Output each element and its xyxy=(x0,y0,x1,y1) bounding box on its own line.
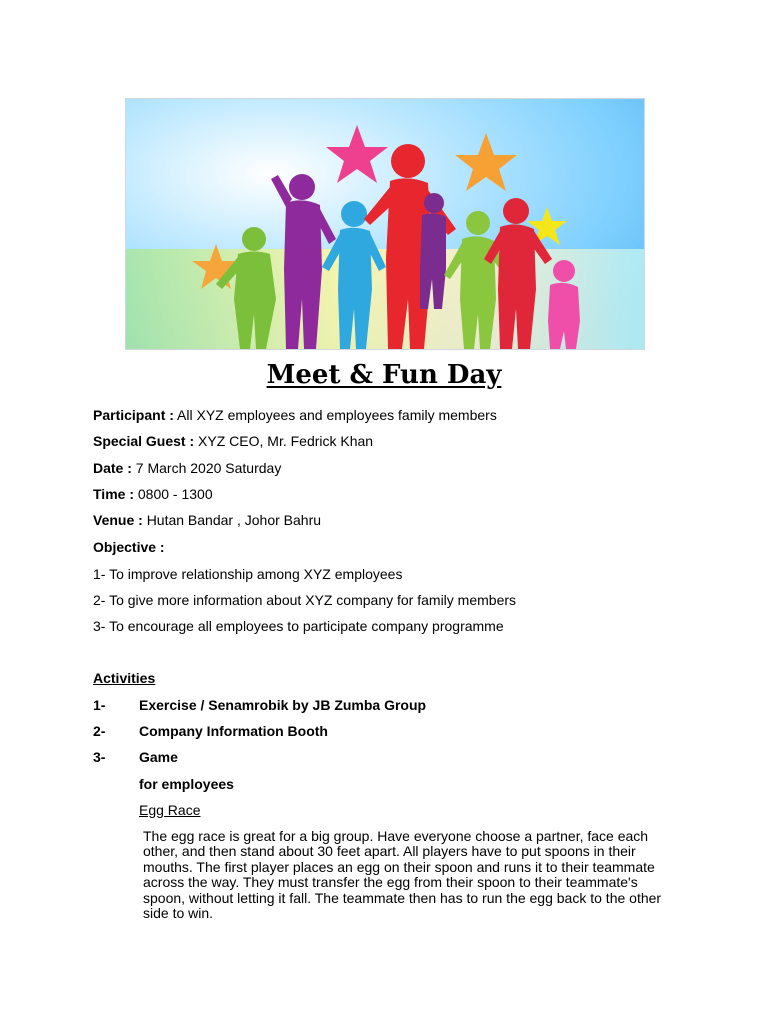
special-guest-label: Special Guest : xyxy=(93,433,195,449)
date-value: 7 March 2020 Saturday xyxy=(135,460,282,476)
banner-image xyxy=(125,98,645,350)
special-guest-value: XYZ CEO, Mr. Fedrick Khan xyxy=(198,433,374,449)
participant-line xyxy=(93,406,497,424)
game-name: Egg Race xyxy=(139,802,201,818)
date-line xyxy=(93,459,281,477)
objective-heading: Objective : xyxy=(93,539,165,555)
venue-value: Hutan Bandar , Johor Bahru xyxy=(146,512,322,528)
activity-item-3: Game xyxy=(139,749,178,765)
special-guest-line xyxy=(93,432,373,450)
game-sub-heading: for employees xyxy=(139,776,234,792)
participant-value: All XYZ employees and employees family members xyxy=(177,407,497,423)
venue-label: Venue : xyxy=(93,512,143,528)
activity-number-1: 1- xyxy=(93,697,106,713)
activity-item-1: Exercise / Senamrobik by JB Zumba Group xyxy=(139,697,427,713)
activity-number-2: 2- xyxy=(93,723,106,739)
people-celebration-illustration xyxy=(126,99,644,349)
activities-heading: Activities xyxy=(93,670,156,686)
date-label: Date : xyxy=(93,460,132,476)
venue-line xyxy=(93,511,321,529)
page-title: Meet & Fun Day xyxy=(266,360,502,390)
objective-item-1: 1- To improve relationship among XYZ employees xyxy=(93,566,403,582)
objective-item-3: 3- To encourage all employees to participate company programme xyxy=(93,618,504,634)
game-description: The egg race is great for a big group. Have everyone choose a partner, face each other, and then stand about 30 feet apart. All players have to put spoons in their mouths. The first player places an egg on their spoon and runs it to their teammate across the way. They must transfer the egg from their spoon to their teammate's spoon, without letting it fall. The teammate then has to run the egg back to the other side to win. xyxy=(143,828,662,922)
time-value: 0800 - 1300 xyxy=(137,486,213,502)
activity-item-2: Company Information Booth xyxy=(139,723,328,739)
time-line xyxy=(93,485,213,503)
objective-item-2: 2- To give more information about XYZ company for family members xyxy=(93,592,517,608)
activity-number-3: 3- xyxy=(93,749,106,765)
time-label: Time : xyxy=(93,486,134,502)
participant-label: Participant : xyxy=(93,407,174,423)
